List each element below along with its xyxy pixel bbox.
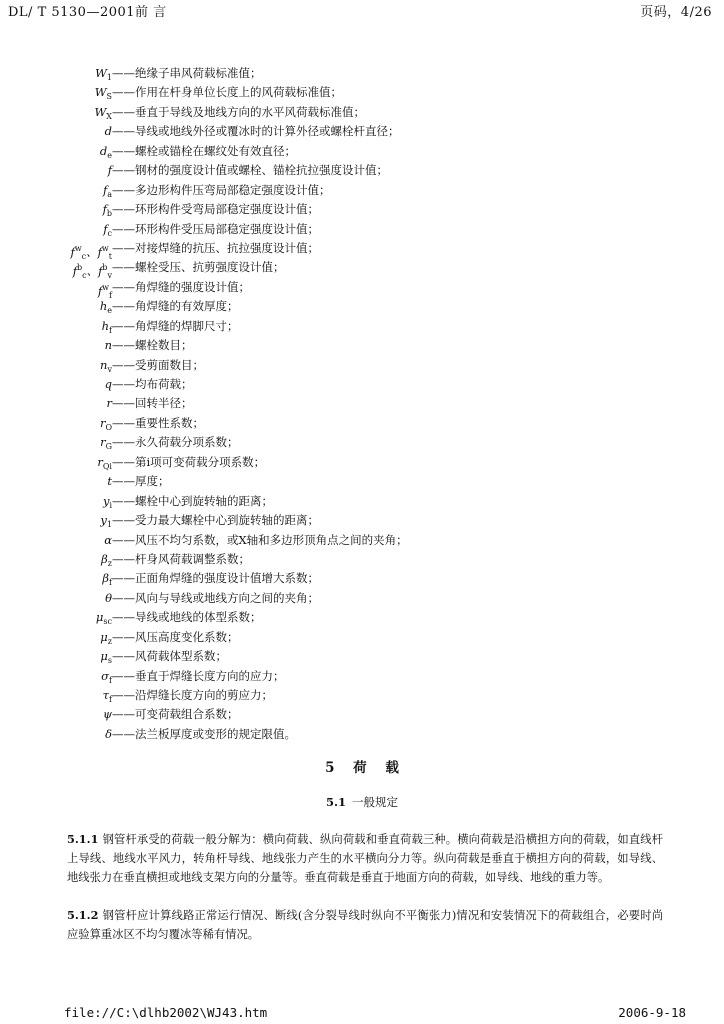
definition-symbol: $\mu_s$ bbox=[100, 649, 112, 666]
definition-description: ——法兰板厚度或变形的规定限值。 bbox=[112, 726, 296, 741]
symbol-definitions-list bbox=[0, 64, 724, 744]
definition-symbol: q bbox=[104, 377, 112, 391]
definition-description: ——环形构件受压局部稳定强度设计值； bbox=[112, 221, 319, 236]
definition-symbol: $d_e$ bbox=[99, 143, 112, 160]
definition-row bbox=[0, 161, 724, 180]
definition-symbol: $h_e$ bbox=[99, 299, 112, 316]
section-title: 5 荷 载 bbox=[325, 760, 399, 776]
definition-row bbox=[0, 647, 724, 666]
definition-symbol: d bbox=[104, 124, 112, 139]
definition-description: ——重要性系数； bbox=[112, 415, 204, 430]
definition-row bbox=[0, 705, 724, 724]
header-page-number: 页码，4/26 bbox=[640, 5, 712, 20]
clause-text: 钢管杆应计算线路正常运行情况、断线(含分裂导线时纵向不平衡张力)情况和安装情况下的荷载组合，必要时尚应验算重冰区不均匀覆冰等稀有情况。 bbox=[67, 909, 663, 941]
definition-row bbox=[0, 356, 724, 375]
definition-symbol: $W_S$ bbox=[94, 85, 112, 102]
definition-row bbox=[0, 220, 724, 239]
paragraph-5-1-1 bbox=[67, 830, 663, 887]
definition-symbol: $f^w_f$ bbox=[97, 282, 112, 300]
definition-description: ——沿焊缝长度方向的剪应力； bbox=[112, 688, 273, 702]
definition-description: ——垂直于导线及地线方向的水平风荷载标准值； bbox=[112, 104, 365, 119]
definition-symbol: $f_a$ bbox=[102, 182, 112, 199]
definition-row bbox=[0, 83, 724, 102]
subsection-label: 一般规定 bbox=[352, 795, 398, 809]
definition-row bbox=[0, 667, 724, 686]
definition-symbol: r bbox=[106, 396, 112, 411]
definition-row bbox=[0, 628, 724, 647]
definition-description: ——作用在杆身单位长度上的风荷载标准值； bbox=[112, 85, 342, 100]
definition-description: ——绝缘子串风荷载标准值； bbox=[112, 66, 262, 80]
definition-description: ——正面角焊缝的强度设计值增大系数； bbox=[112, 571, 319, 586]
definition-row bbox=[0, 394, 724, 413]
definition-description: ——钢材的强度设计值或螺栓、锚栓抗拉强度设计值； bbox=[112, 163, 388, 178]
definition-row bbox=[0, 589, 724, 608]
definition-description: ——可变荷载组合系数； bbox=[112, 707, 239, 722]
definition-description: ——永久荷载分项系数； bbox=[112, 435, 239, 450]
definition-row bbox=[0, 278, 724, 300]
definition-row bbox=[0, 375, 724, 394]
definition-description: ——导线或地线的体型系数； bbox=[112, 610, 262, 625]
definition-symbol: $y_i$ bbox=[102, 493, 112, 510]
definition-symbol: $W_X$ bbox=[94, 104, 112, 121]
definition-row bbox=[0, 531, 724, 550]
definition-description: ——风荷载体型系数； bbox=[112, 649, 227, 664]
definition-row bbox=[0, 608, 724, 627]
definition-symbol: t bbox=[107, 474, 112, 489]
paragraph-5-1-2 bbox=[67, 906, 663, 944]
definition-row bbox=[0, 297, 724, 316]
footer-file-path: file://C:\dlhb2002\WJ43.htm bbox=[64, 1005, 268, 1020]
definition-symbol: α bbox=[104, 532, 112, 547]
definition-symbol: f bbox=[107, 163, 112, 178]
definition-row bbox=[0, 472, 724, 491]
definition-symbol: $f^w_c$、$f^w_t$ bbox=[70, 243, 112, 261]
definition-description: ——风压高度变化系数； bbox=[112, 629, 239, 644]
definition-description: ——角焊缝的有效厚度； bbox=[112, 299, 239, 314]
definition-symbol: ψ bbox=[102, 707, 112, 722]
definition-description: ——受剪面数目； bbox=[112, 357, 204, 372]
definition-row bbox=[0, 433, 724, 452]
definition-description: ——螺栓或锚栓在螺纹处有效直径； bbox=[112, 143, 296, 158]
definition-row bbox=[0, 725, 724, 744]
definition-description: ——第i项可变荷载分项系数； bbox=[112, 454, 266, 469]
definition-symbol: $f^b_c$、$f^b_v$ bbox=[72, 263, 112, 281]
definition-description: ——风压不均匀系数，或X轴和多边形顶角点之间的夹角； bbox=[112, 532, 408, 547]
definition-symbol: $W_1$ bbox=[95, 66, 112, 82]
definition-row bbox=[0, 122, 724, 141]
definition-symbol: $h_f$ bbox=[101, 318, 112, 335]
definition-row bbox=[0, 453, 724, 472]
definition-symbol: $f_b$ bbox=[102, 202, 112, 219]
definition-symbol: n bbox=[104, 338, 112, 353]
definition-description: ——垂直于焊缝长度方向的应力； bbox=[112, 668, 285, 683]
definition-row bbox=[0, 686, 724, 705]
definition-description: ——回转半径； bbox=[112, 396, 193, 411]
definition-symbol: $r_{Qi}$ bbox=[97, 454, 112, 471]
definition-description: ——螺栓数目； bbox=[112, 338, 193, 353]
definition-symbol: θ bbox=[105, 590, 112, 605]
definition-row bbox=[0, 181, 724, 200]
definition-description: ——杆身风荷载调整系数； bbox=[112, 551, 250, 566]
subsection-number: 5.1 bbox=[325, 795, 346, 809]
definition-description: ——螺栓受压、抗剪强度设计值； bbox=[112, 260, 285, 275]
definition-symbol: $\sigma_f$ bbox=[101, 668, 112, 685]
definition-row bbox=[0, 569, 724, 588]
definition-description: ——均布荷载； bbox=[112, 377, 193, 391]
definition-symbol: $f_c$ bbox=[103, 221, 112, 238]
definition-description: ——环形构件受弯局部稳定强度设计值； bbox=[112, 202, 319, 217]
definition-description: ——多边形构件压弯局部稳定强度设计值； bbox=[112, 182, 331, 197]
definition-symbol: $y_1$ bbox=[100, 513, 112, 530]
definition-row bbox=[0, 317, 724, 336]
definition-symbol: $\mu_z$ bbox=[100, 629, 112, 646]
definition-row bbox=[0, 336, 724, 355]
definition-description: ——角焊缝的强度设计值； bbox=[112, 279, 250, 294]
clause-number: 5.1.2 bbox=[67, 908, 99, 922]
definition-symbol: $r_O$ bbox=[99, 415, 112, 432]
definition-description: ——受力最大螺栓中心到旋转轴的距离； bbox=[112, 513, 319, 528]
definition-row bbox=[0, 550, 724, 569]
definition-description: ——对接焊缝的抗压、抗拉强度设计值； bbox=[112, 240, 319, 255]
clause-number: 5.1.1 bbox=[67, 832, 99, 846]
footer-date: 2006-9-18 bbox=[618, 1005, 686, 1020]
definition-description: ——厚度； bbox=[112, 474, 170, 489]
definition-symbol: $\beta_f$ bbox=[102, 571, 112, 588]
definition-description: ——角焊缝的焊脚尺寸； bbox=[112, 318, 239, 333]
definition-row bbox=[0, 258, 724, 281]
definition-symbol: $\mu_{sc}$ bbox=[95, 610, 112, 627]
definition-row bbox=[0, 511, 724, 530]
definition-row bbox=[0, 492, 724, 511]
header-doc-title: DL/ T 5130—2001前 言 bbox=[8, 5, 167, 20]
subsection-title bbox=[0, 794, 724, 810]
definition-row bbox=[0, 239, 724, 261]
definition-row bbox=[0, 142, 724, 161]
definition-row bbox=[0, 414, 724, 433]
definition-row bbox=[0, 200, 724, 219]
definition-row bbox=[0, 64, 724, 83]
definition-description: ——螺栓中心到旋转轴的距离； bbox=[112, 493, 273, 508]
definition-symbol: δ bbox=[105, 726, 112, 741]
definition-symbol: $\beta_z$ bbox=[101, 551, 112, 568]
definition-row bbox=[0, 103, 724, 122]
definition-symbol: $\tau_f$ bbox=[102, 688, 112, 704]
clause-text: 钢管杆承受的荷载一般分解为：横向荷载、纵向荷载和垂直荷载三种。横向荷载是沿横担方向的荷载，如直线杆上导线、地线水平风力，转角杆导线、地线张力产生的水平横向分力等。纵向荷载是垂直于横担方向的荷载，如导线、地线张力在垂直横担或地线支架方向的分量等。垂直荷载是垂直于地面方向的荷载，如导线、地线的重力等。 bbox=[67, 833, 663, 884]
definition-description: ——导线或地线外径或覆冰时的计算外径或螺栓杆直径； bbox=[112, 124, 400, 139]
definition-description: ——风向与导线或地线方向之间的夹角； bbox=[112, 590, 319, 605]
definition-symbol: $r_G$ bbox=[100, 435, 112, 452]
definition-symbol: $n_v$ bbox=[100, 357, 112, 374]
